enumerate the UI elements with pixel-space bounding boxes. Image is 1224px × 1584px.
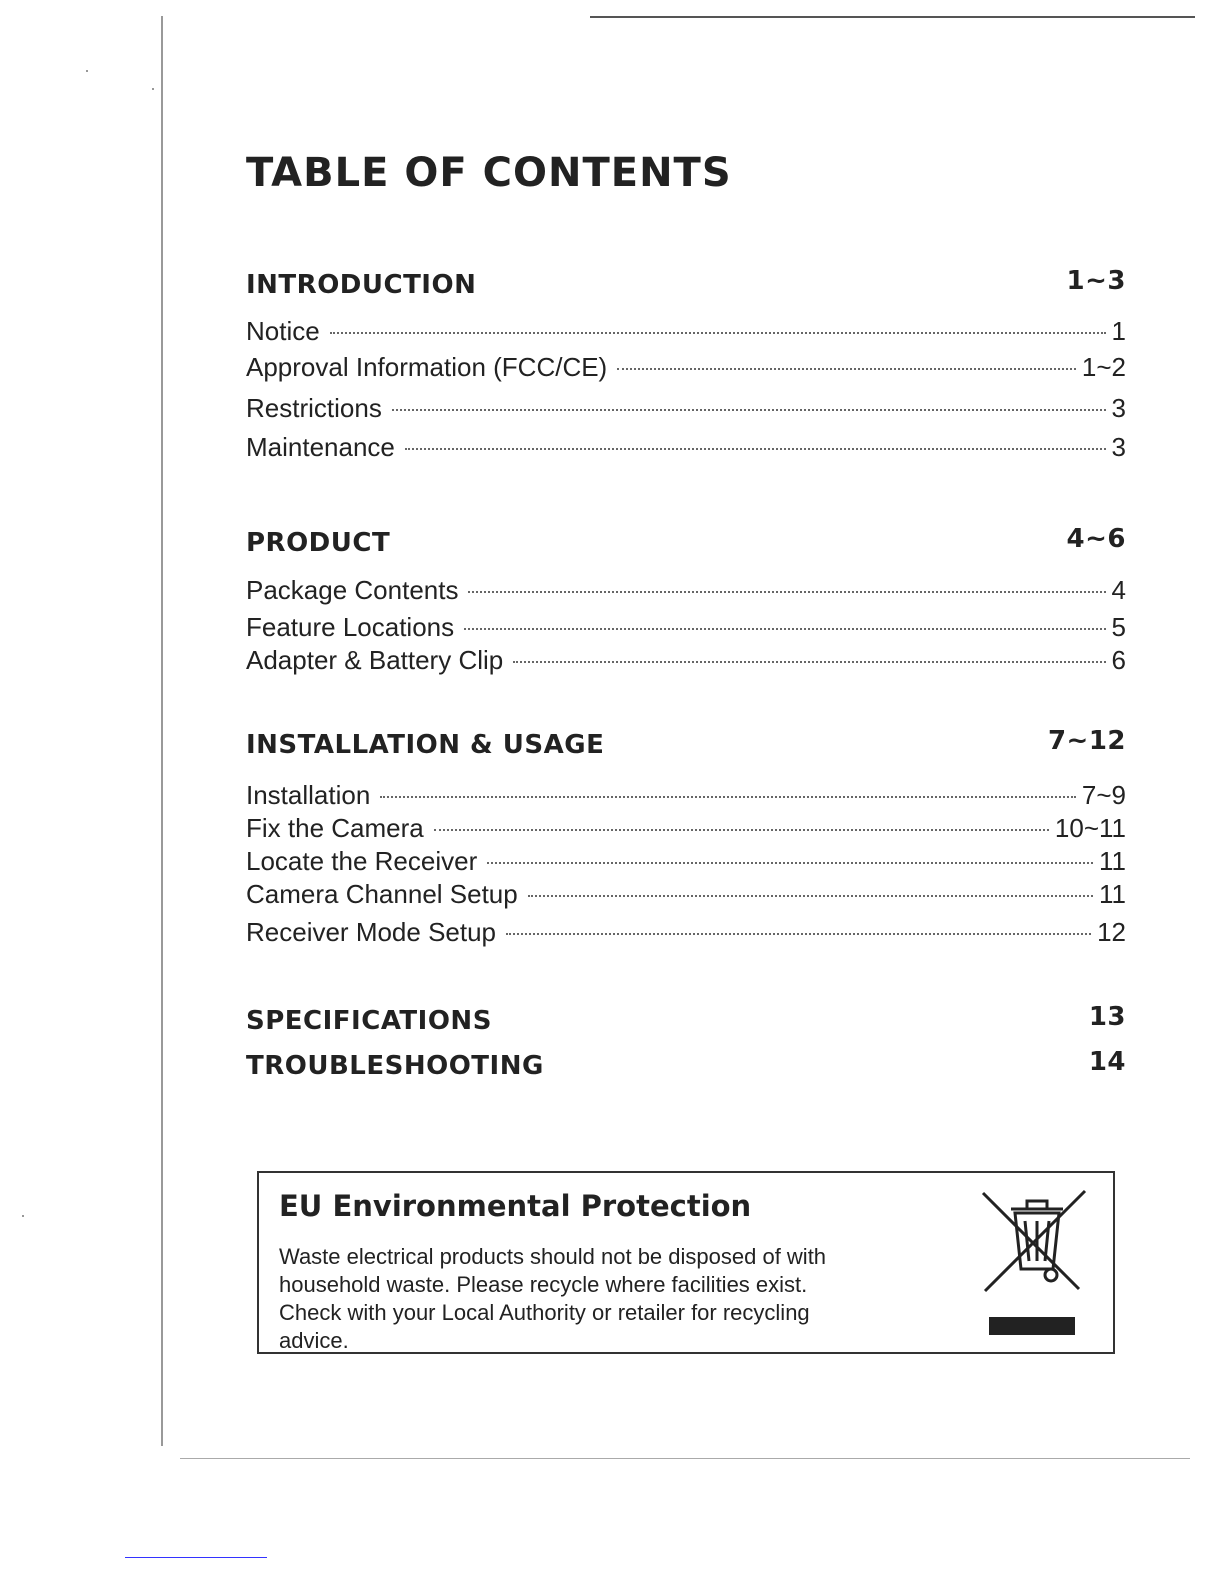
dot-leader <box>405 446 1106 450</box>
toc-entry-pages: 12 <box>1097 917 1126 947</box>
toc-entry-pages: 10~11 <box>1054 813 1126 843</box>
section-page-range: 4~6 <box>1066 524 1126 554</box>
scan-underline <box>125 1557 267 1558</box>
section-heading <box>246 524 1126 562</box>
toc-entry-title: Installation <box>246 780 371 810</box>
toc-entry-pages: 5 <box>1111 612 1126 642</box>
section-title: PRODUCT <box>246 528 391 558</box>
toc-entry-pages: 3 <box>1111 432 1126 462</box>
eu-notice-line: household waste. Please recycle where facilities exist. <box>279 1272 808 1297</box>
toc-entry-pages: 11 <box>1099 879 1126 909</box>
toc-entry-pages: 7~9 <box>1081 780 1126 810</box>
toc-entry <box>246 879 1126 913</box>
dot-leader <box>392 407 1106 411</box>
scan-speck <box>22 1215 24 1217</box>
toc-entry-title: Camera Channel Setup <box>246 879 518 909</box>
section-page-range: 7~12 <box>1047 726 1126 756</box>
eu-notice-box <box>257 1171 1115 1354</box>
toc-entry-pages: 11 <box>1099 846 1126 876</box>
toc-entry-title: Package Contents <box>246 575 459 605</box>
dot-leader <box>434 827 1049 831</box>
section-title: INTRODUCTION <box>246 270 477 300</box>
toc-entry-title: Receiver Mode Setup <box>246 917 497 947</box>
toc-entry <box>246 846 1126 880</box>
dot-leader <box>528 893 1093 897</box>
scan-speck <box>152 88 154 90</box>
eu-notice-line: Check with your Local Authority or retailer for recycling <box>279 1300 810 1325</box>
section-title: TROUBLESHOOTING <box>246 1051 544 1081</box>
section-title: SPECIFICATIONS <box>246 1006 492 1036</box>
toc-entry-pages: 1 <box>1111 316 1126 346</box>
toc-entry <box>246 316 1126 350</box>
dot-leader <box>617 366 1076 370</box>
dot-leader <box>330 330 1106 334</box>
crossed-out-wheelie-bin-icon <box>981 1187 1091 1337</box>
scan-border-bottom <box>180 1458 1190 1459</box>
eu-notice-title: EU Environmental Protection <box>279 1189 752 1223</box>
scan-speck <box>86 70 88 72</box>
toc-entry <box>246 780 1126 814</box>
toc-entry-pages: 3 <box>1111 393 1126 423</box>
section-page-range: 14 <box>1088 1047 1126 1077</box>
toc-entry-title: Locate the Receiver <box>246 846 478 876</box>
section-page-range: 13 <box>1088 1002 1126 1032</box>
toc-entry <box>246 352 1126 386</box>
toc-entry-pages: 1~2 <box>1081 352 1126 382</box>
dot-leader <box>468 589 1105 593</box>
page-title: TABLE OF CONTENTS <box>246 150 732 196</box>
toc-entry-title: Restrictions <box>246 393 382 423</box>
dot-leader <box>513 659 1105 663</box>
toc-entry-title: Adapter & Battery Clip <box>246 645 504 675</box>
dot-leader <box>506 931 1091 935</box>
section-title: INSTALLATION & USAGE <box>246 730 605 760</box>
toc-entry-title: Notice <box>246 316 320 346</box>
toc-entry <box>246 575 1126 609</box>
toc-entry-pages: 4 <box>1111 575 1126 605</box>
section-page-range: 1~3 <box>1066 266 1126 296</box>
section-heading <box>246 726 1126 764</box>
toc-entry <box>246 432 1126 466</box>
toc-entry-title: Approval Information (FCC/CE) <box>246 352 608 382</box>
toc-entry-title: Fix the Camera <box>246 813 424 843</box>
section-heading <box>246 1047 1126 1085</box>
eu-notice-line: advice. <box>279 1328 349 1353</box>
toc-entry <box>246 917 1126 951</box>
toc-entry-title: Maintenance <box>246 432 395 462</box>
scan-border-top <box>590 16 1195 18</box>
section-heading <box>246 266 1126 304</box>
scan-border-left <box>161 16 163 1446</box>
toc-entry <box>246 612 1126 646</box>
toc-entry-title: Feature Locations <box>246 612 455 642</box>
toc-entry <box>246 645 1126 679</box>
section-heading <box>246 1002 1126 1040</box>
toc-entry-pages: 6 <box>1111 645 1126 675</box>
eu-notice-line: Waste electrical products should not be disposed of with <box>279 1244 827 1269</box>
toc-entry <box>246 813 1126 847</box>
dot-leader <box>487 860 1093 864</box>
dot-leader <box>464 626 1105 630</box>
toc-entry <box>246 393 1126 427</box>
eu-notice-text <box>279 1243 919 1355</box>
dot-leader <box>380 794 1076 798</box>
